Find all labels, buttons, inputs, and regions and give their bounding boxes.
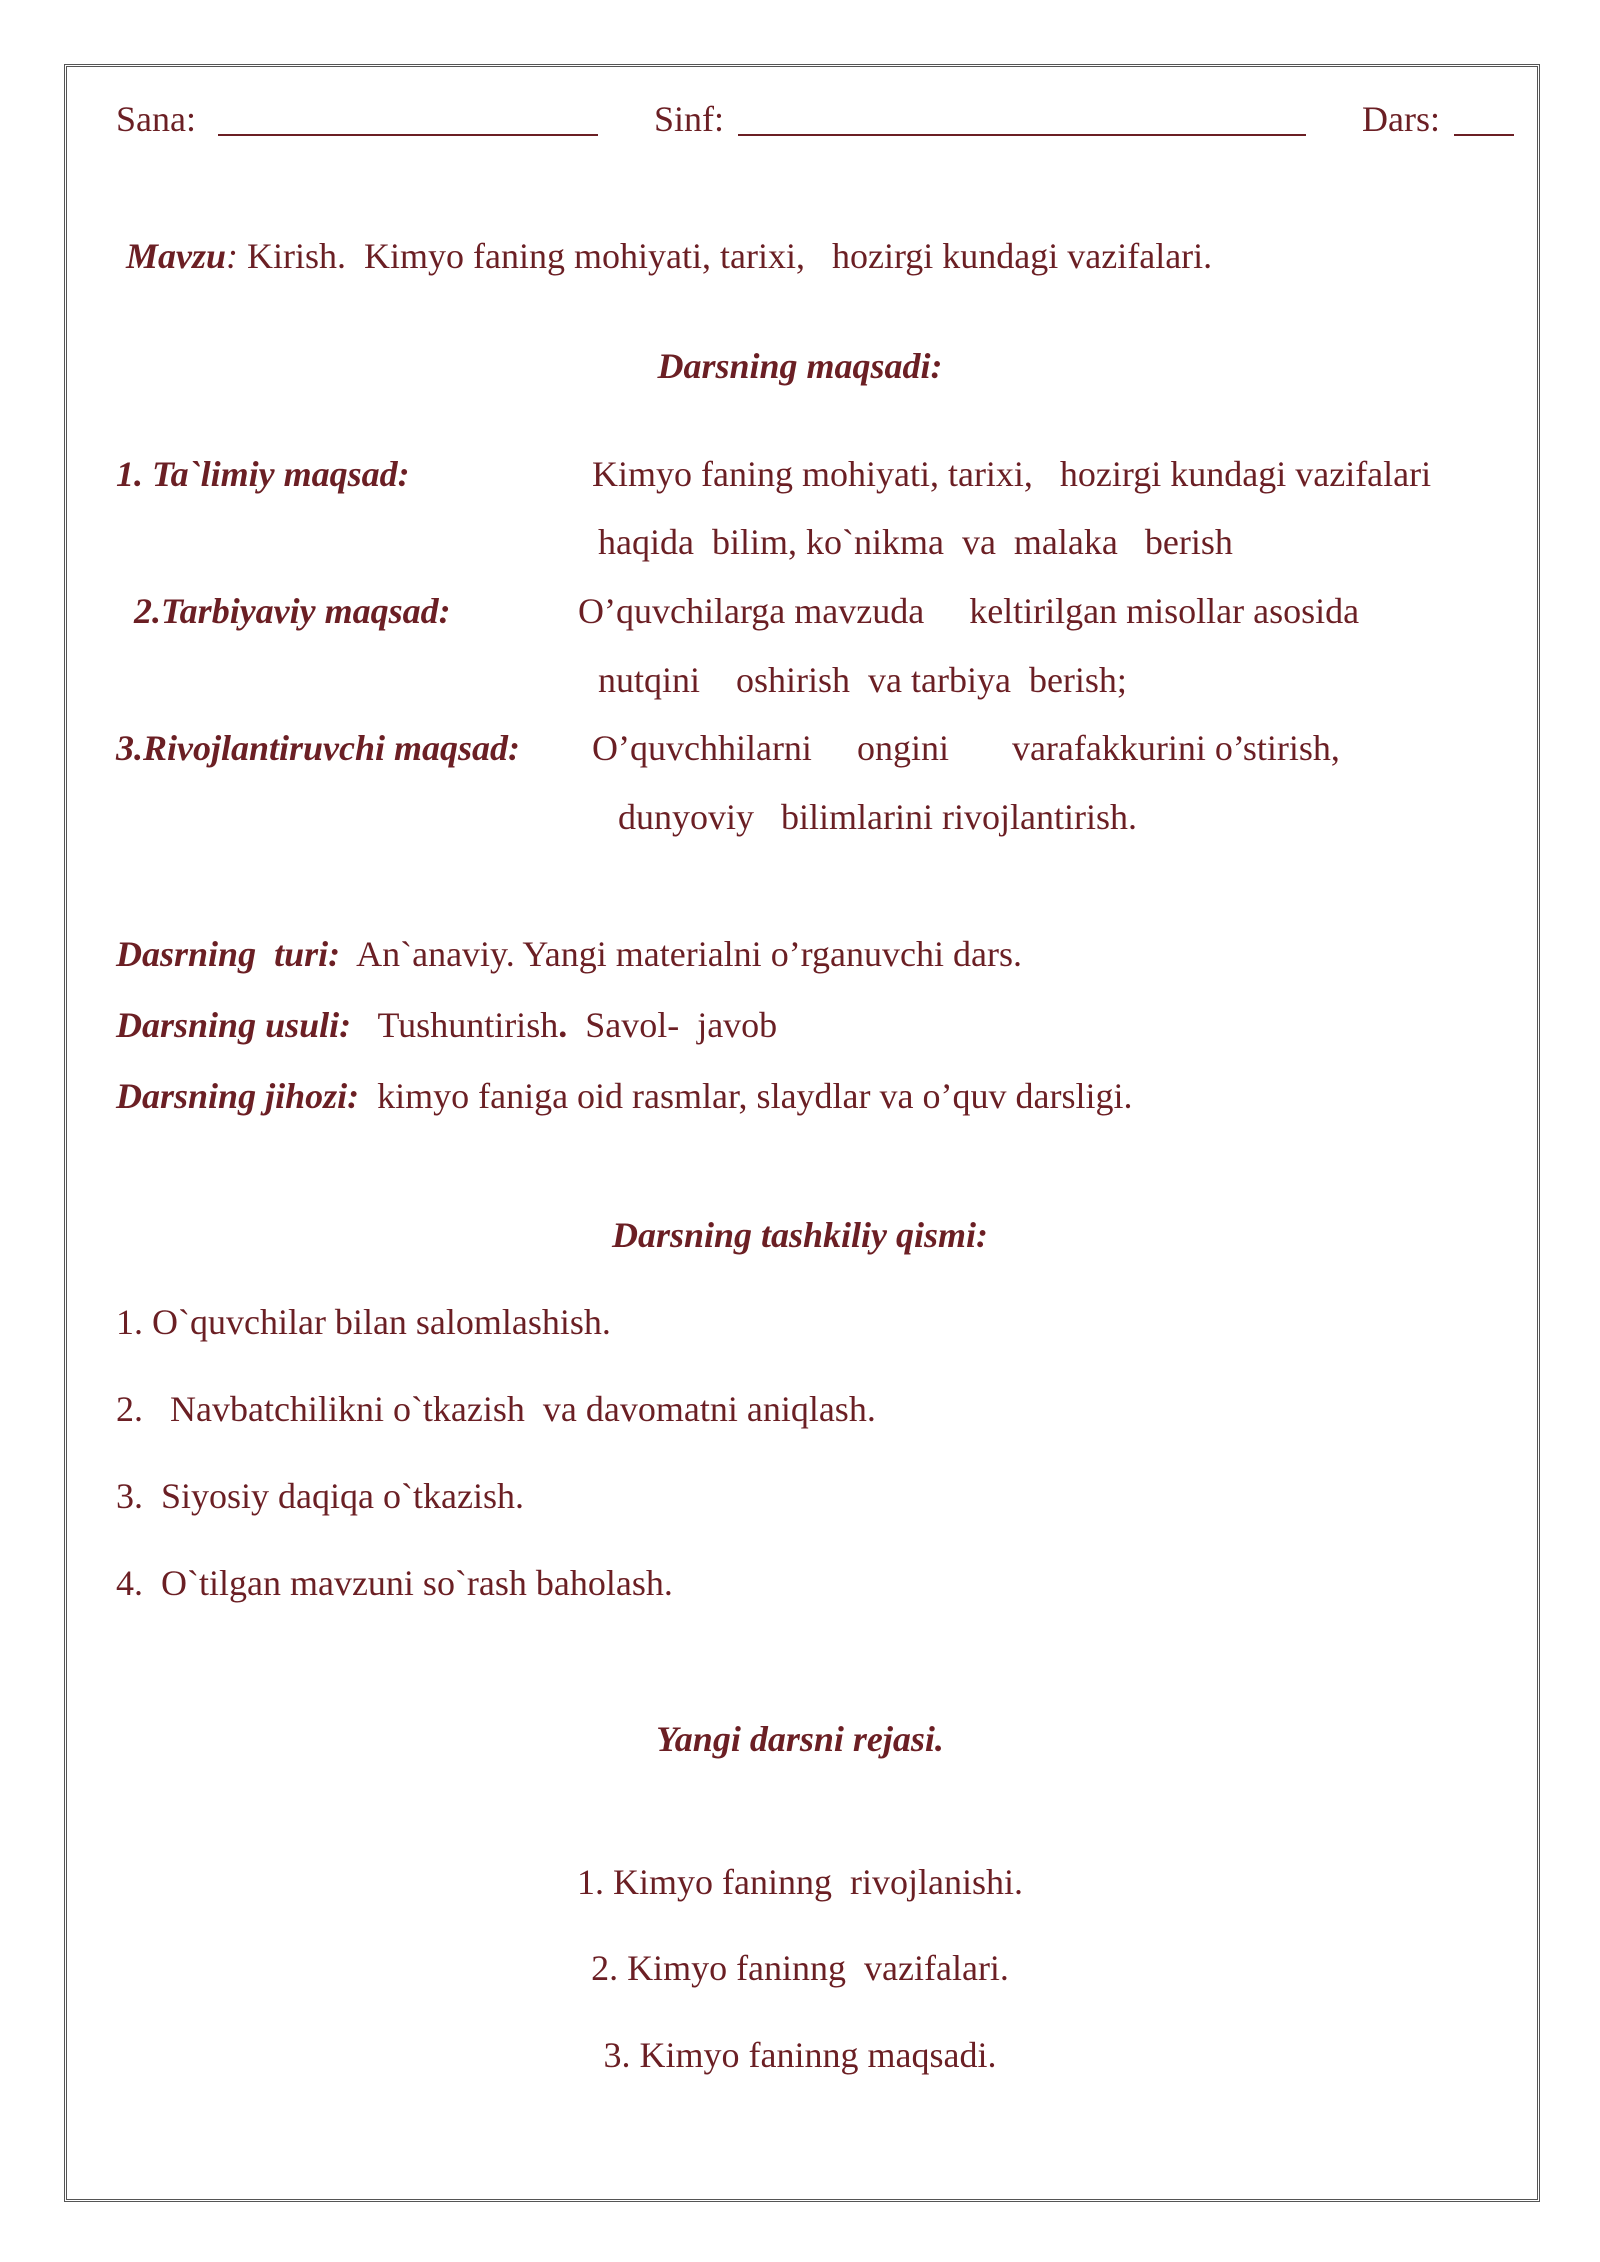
plan-heading: Yangi darsni rejasi. bbox=[656, 1719, 944, 1759]
lesson-equipment-line bbox=[116, 1074, 1132, 1118]
lesson-type-line bbox=[116, 932, 1022, 976]
topic-line bbox=[126, 234, 1212, 278]
sinf-label: Sinf: bbox=[654, 99, 725, 139]
sana-label: Sana: bbox=[116, 99, 196, 139]
org-item-4: 4. O`tilgan mavzuni so`rash baholash. bbox=[116, 1563, 673, 1603]
goal-2-label: 2.Tarbiyaviy maqsad: bbox=[134, 591, 451, 631]
lesson-method-line bbox=[116, 1003, 777, 1047]
topic-text: Kirish. Kimyo faning mohiyati, tarixi, hozirgi kundagi vazifalari. bbox=[238, 236, 1213, 276]
dars-blank-line bbox=[1454, 134, 1514, 136]
goal-3-line1: O’quvchhilarni ongini varafakkurini o’stirish, bbox=[592, 728, 1340, 768]
plan-item-1: 1. Kimyo faninng rivojlanishi. bbox=[577, 1862, 1023, 1902]
org-item-3: 3. Siyosiy daqiqa o`tkazish. bbox=[116, 1476, 524, 1516]
goal-1-line1: Kimyo faning mohiyati, tarixi, hozirgi kundagi vazifalari bbox=[592, 454, 1432, 494]
goals-heading: Darsning maqsadi: bbox=[657, 346, 943, 386]
lesson-method-text: Tushuntirish bbox=[351, 1005, 559, 1045]
org-item-2: 2. Navbatchilikni o`tkazish va davomatni aniqlash. bbox=[116, 1389, 876, 1429]
dars-label: Dars: bbox=[1362, 99, 1440, 139]
goal-1-label: 1. Ta`limiy maqsad: bbox=[116, 454, 410, 494]
goal-3-label: 3.Rivojlantiruvchi maqsad: bbox=[116, 728, 521, 768]
goal-2-line1: O’quvchilarga mavzuda keltirilgan misollar asosida bbox=[578, 591, 1360, 631]
lesson-equipment-text: kimyo faniga oid rasmlar, slaydlar va o’quv darsligi. bbox=[359, 1076, 1133, 1116]
lesson-type-text: An`anaviy. Yangi materialni o’rganuvchi dars. bbox=[340, 934, 1022, 974]
goal-3-line2: dunyoviy bilimlarini rivojlantirish. bbox=[618, 797, 1137, 837]
sana-blank-line bbox=[218, 134, 598, 136]
lesson-equipment-label: Darsning jihozi: bbox=[116, 1076, 360, 1116]
org-item-1: 1. O`quvchilar bilan salomlashish. bbox=[116, 1302, 611, 1342]
goal-1-line2: haqida bilim, ko`nikma va malaka berish bbox=[598, 522, 1233, 562]
topic-colon: : bbox=[226, 236, 239, 276]
org-heading: Darsning tashkiliy qismi: bbox=[611, 1215, 989, 1255]
lesson-type-label: Dasrning turi: bbox=[116, 934, 341, 974]
lesson-method-text2: Savol- javob bbox=[567, 1005, 778, 1045]
plan-item-2: 2. Kimyo faninng vazifalari. bbox=[591, 1948, 1009, 1988]
lesson-method-dot: . bbox=[558, 1005, 568, 1045]
sinf-blank-line bbox=[738, 134, 1306, 136]
goal-2-line2: nutqini oshirish va tarbiya berish; bbox=[598, 660, 1127, 700]
topic-label: Mavzu bbox=[126, 236, 227, 276]
plan-item-3: 3. Kimyo faninng maqsadi. bbox=[603, 2035, 997, 2075]
lesson-method-label: Darsning usuli: bbox=[116, 1005, 352, 1045]
